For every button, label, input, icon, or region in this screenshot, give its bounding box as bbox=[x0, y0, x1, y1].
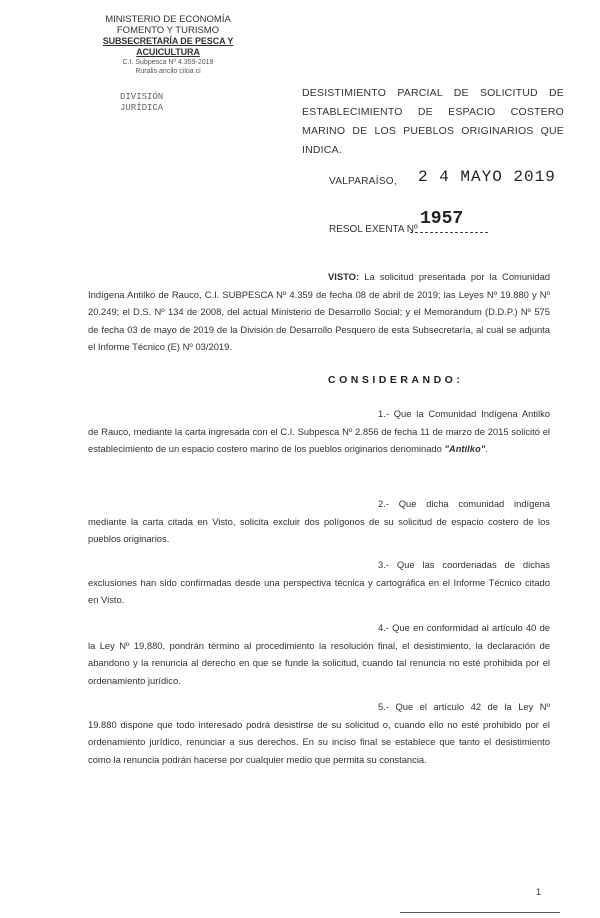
resolution-label: RESOL EXENTA Nº bbox=[329, 224, 418, 235]
resolution-underline bbox=[410, 232, 488, 233]
letterhead-subsecretaria: SUBSECRETARÍA DE PESCA Y ACUICULTURA bbox=[102, 36, 234, 57]
document-date: 2 4 MAYO 2019 bbox=[418, 168, 556, 186]
visto-paragraph bbox=[88, 268, 550, 356]
paragraph-text: Que dicha comunidad indígena mediante la carta citada en Visto, solicita excluir dos polígonos de su solicitud de espacio costero de los pueblos originarios. bbox=[88, 498, 551, 544]
visto-text: La solicitud presentada por la Comunidad Indígena Antilko de Rauco, C.I. SUBPESCA Nº 4.359 de fecha 08 de abril de 2019; las Leyes Nº 19.880 y Nº 20.249; el D.S. Nº 134 de 2008, del actual Ministerio de Desarrollo Social; y el Memorándum (D.D.P.) Nº 575 de fecha 03 de mayo de 2019 de la División de Desarrollo Pesquero de esta Subsecretaría, al cual se adjunta el Informe Técnico (E) Nº 03/2019. bbox=[88, 271, 550, 352]
paragraph-number: 3.- bbox=[378, 559, 389, 570]
division-stamp bbox=[120, 92, 230, 114]
paragraph-number: 4.- bbox=[378, 622, 389, 633]
paragraph-text: Que el artículo 42 de la Ley Nº 19.880 dispone que todo interesado podrá desistirse de su solicitud o, cuando ello no esté prohibido por el ordenamiento jurídico, renunciar a sus derechos. En su inciso final se establece que tanto el desistimiento como la renuncia podrán hacerse por cualquier medio que permita su constancia. bbox=[88, 701, 550, 765]
place-label: VALPARAÍSO, bbox=[329, 176, 397, 187]
stamp-line-2: JURÍDICA bbox=[120, 103, 164, 113]
considerando-heading: CONSIDERANDO: bbox=[328, 374, 464, 386]
paragraph-number: 5.- bbox=[378, 701, 389, 712]
considerando-2 bbox=[88, 495, 550, 548]
document-title: DESISTIMIENTO PARCIAL DE SOLICITUD DE ESTABLECIMIENTO DE ESPACIO COSTERO MARINO DE LOS PUEBLOS ORIGINARIOS QUE INDICA. bbox=[302, 87, 564, 156]
considerando-4 bbox=[88, 619, 550, 689]
paragraph-end: . bbox=[485, 443, 488, 454]
letterhead-ci-ref: C.I. Subpesca Nº 4.359-2019 bbox=[122, 59, 214, 66]
letterhead-ref-2: Ruralis ancilo ciloa ci bbox=[135, 68, 201, 75]
paragraph-text: Que en conformidad al artículo 40 de la Ley Nº 19.880, pondrán término al procedimiento la resolución final, el desistimiento, la declaración de abandono y la renuncia al derecho en que se funde la solicitud, cuando tal renuncia no esté prohibida por el ordenamiento jurídico. bbox=[88, 622, 550, 686]
footer-line bbox=[400, 912, 560, 913]
considerando-5 bbox=[88, 698, 550, 768]
paragraph-text: Que las coordenadas de dichas exclusiones han sido confirmadas desde una perspectiva técnica y cartográfica en el Informe Técnico citado en Visto. bbox=[88, 559, 550, 605]
community-name: "Antilko" bbox=[444, 443, 486, 454]
paragraph-text: Que la Comunidad Indígena Antilko de Rauco, mediante la carta ingresada con el C.I. Subpesca Nº 2.856 de fecha 11 de marzo de 2015 solicitó el establecimiento de un espacio costero marino de los pueblos originarios denominado bbox=[88, 408, 550, 454]
resolution-number: 1957 bbox=[420, 209, 464, 229]
visto-label: VISTO: bbox=[328, 271, 360, 282]
stamp-line-1: DIVISIÓN bbox=[120, 92, 164, 102]
paragraph-number: 2.- bbox=[378, 498, 389, 509]
considerando-3 bbox=[88, 556, 550, 609]
letterhead bbox=[88, 14, 248, 76]
letterhead-fomento: FOMENTO Y TURISMO bbox=[116, 25, 220, 36]
letterhead-ministry: MINISTERIO DE ECONOMÍA bbox=[105, 14, 231, 25]
page-number: 1 bbox=[536, 887, 542, 897]
considerando-1 bbox=[88, 405, 550, 458]
paragraph-number: 1.- bbox=[378, 408, 389, 419]
